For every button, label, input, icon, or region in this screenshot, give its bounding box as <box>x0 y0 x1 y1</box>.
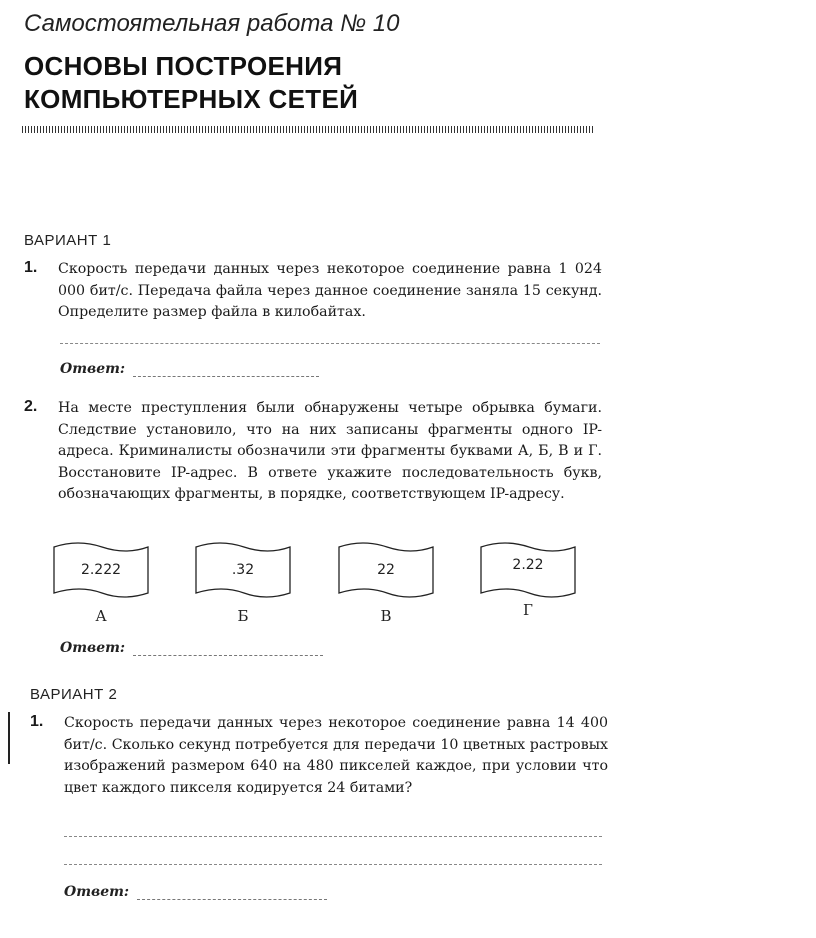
fragment-letter: В <box>380 607 392 625</box>
paper-fragment <box>337 541 435 599</box>
paper-fragment <box>479 541 577 599</box>
answer-field[interactable] <box>137 899 327 900</box>
task-text: Скорость передачи данных через некоторое соединение равна 14 400 бит/с. Сколько секунд потребуется для передачи 10 цветных растровых изображений размером 640 на 480 пикселей каждое, при условии что цвет каждого пикселя кодируется 24 битами? <box>64 715 608 796</box>
answer-label: Ответ: <box>64 884 130 900</box>
fragment-letter: Г <box>523 601 533 619</box>
margin-mark <box>8 712 10 764</box>
fragment-letter: Б <box>237 607 249 625</box>
worksheet-title <box>24 50 358 116</box>
answer-workspace-line <box>60 343 600 344</box>
worksheet-subtitle: Самостоятельная работа № 10 <box>24 10 400 37</box>
answer-workspace-line <box>64 864 602 865</box>
header-divider <box>22 126 594 133</box>
fragment-value: .32 <box>231 562 255 578</box>
answer-workspace-line <box>64 836 602 837</box>
title-line-2: КОМПЬЮТЕРНЫХ СЕТЕЙ <box>24 84 359 114</box>
fragment-value: 22 <box>377 562 395 578</box>
paper-fragment <box>52 541 150 599</box>
fragment-value: 2.22 <box>512 557 544 573</box>
answer-label: Ответ: <box>60 361 126 377</box>
task-number: 1. <box>24 259 38 276</box>
task-number: 2. <box>24 398 38 415</box>
task-number: 1. <box>30 713 44 730</box>
answer-field[interactable] <box>133 655 323 656</box>
variant-1-task-1 <box>24 259 602 324</box>
fragment-value: 2.222 <box>80 562 122 578</box>
variant-1-task-2 <box>24 398 602 506</box>
variant-2-heading: ВАРИАНТ 2 <box>30 686 118 703</box>
answer-label: Ответ: <box>60 640 126 656</box>
answer-field[interactable] <box>133 376 319 377</box>
task-text: Скорость передачи данных через некоторое соединение равна 1 024 000 бит/с. Передача файла через данное соединение заняла 15 секунд. Определите размер файла в килобайтах. <box>58 261 602 320</box>
variant-1-heading: ВАРИАНТ 1 <box>24 232 112 249</box>
variant-2-task-1 <box>30 713 608 799</box>
paper-fragment <box>194 541 292 599</box>
task-text: На месте преступления были обнаружены четыре обрывка бумаги. Следствие установило, что на них записаны фрагменты одного IP-адреса. Криминалисты обозначили эти фрагменты буквами А, Б, В и Г. Восстановите IP-адрес. В ответе укажите последовательность букв, обозначающих фрагменты, в порядке, соответствующем IP-адресу. <box>58 400 602 502</box>
fragment-letter: А <box>95 607 107 625</box>
title-line-1: ОСНОВЫ ПОСТРОЕНИЯ <box>24 51 343 81</box>
